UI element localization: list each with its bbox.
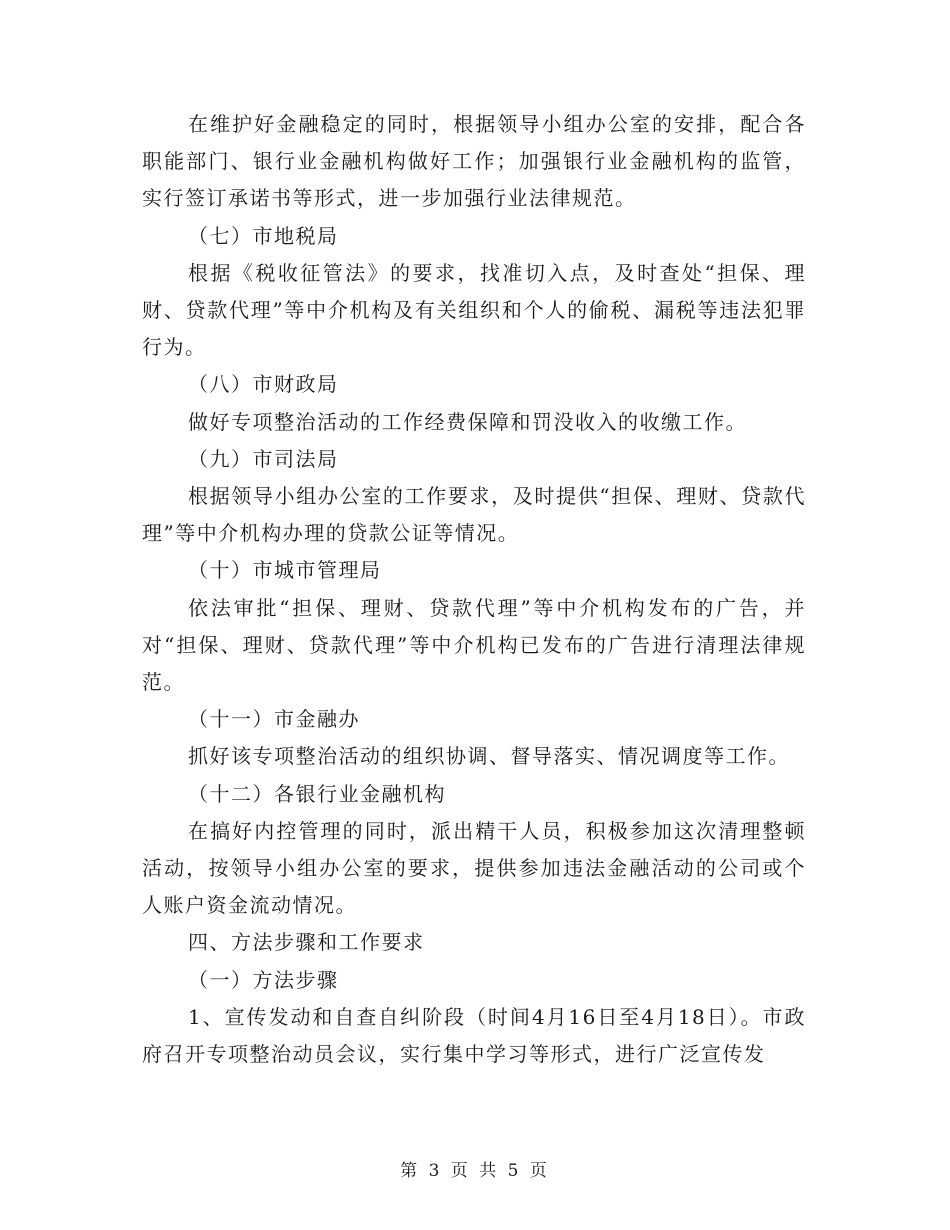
section-heading: （八）市财政局	[188, 372, 339, 397]
paragraph: 抓好该专项整治活动的组织协调、督导落实、情况调度等工作。	[188, 744, 790, 769]
page-number-footer: 第 3 页 共 5 页	[400, 1161, 550, 1181]
paragraph: 根据《税收征管法》的要求，找准切入点，及时查处“担保、理财、贷款代理”等中介机构及有关组织和个人的偷税、漏税等违法犯罪行为。	[142, 260, 806, 360]
section-heading: （七）市地税局	[188, 223, 339, 248]
section-heading: （十）市城市管理局	[188, 558, 382, 583]
section-heading: （十一）市金融办	[188, 707, 360, 732]
paragraph: 根据领导小组办公室的工作要求，及时提供“担保、理财、贷款代理”等中介机构办理的贷款公证等情况。	[142, 484, 806, 546]
paragraph: 在维护好金融稳定的同时，根据领导小组办公室的安排，配合各职能部门、银行业金融机构做好工作；加强银行业金融机构的监管，实行签订承诺书等形式，进一步加强行业法律规范。	[142, 112, 806, 211]
paragraph: 做好专项整治活动的工作经费保障和罚没收入的收缴工作。	[188, 409, 747, 434]
paragraph: 1、宣传发动和自查自纠阶段（时间4月16日至4月18日）。市政府召开专项整治动员会议，实行集中学习等形式，进行广泛宣传发	[142, 1004, 806, 1067]
section-heading: （九）市司法局	[188, 446, 339, 471]
paragraph: 依法审批“担保、理财、贷款代理”等中介机构发布的广告，并对“担保、理财、贷款代理”等中介机构已发布的广告进行清理法律规范。	[142, 595, 806, 695]
document-body	[142, 106, 806, 1073]
paragraph: 在搞好内控管理的同时，派出精干人员，积极参加这次清理整顿活动，按领导小组办公室的要求，提供参加违法金融活动的公司或个人账户资金流动情况。	[142, 818, 806, 918]
section-heading: （十二）各银行业金融机构	[188, 781, 446, 806]
section-heading: 四、方法步骤和工作要求	[188, 930, 425, 955]
section-heading: （一）方法步骤	[188, 967, 339, 992]
